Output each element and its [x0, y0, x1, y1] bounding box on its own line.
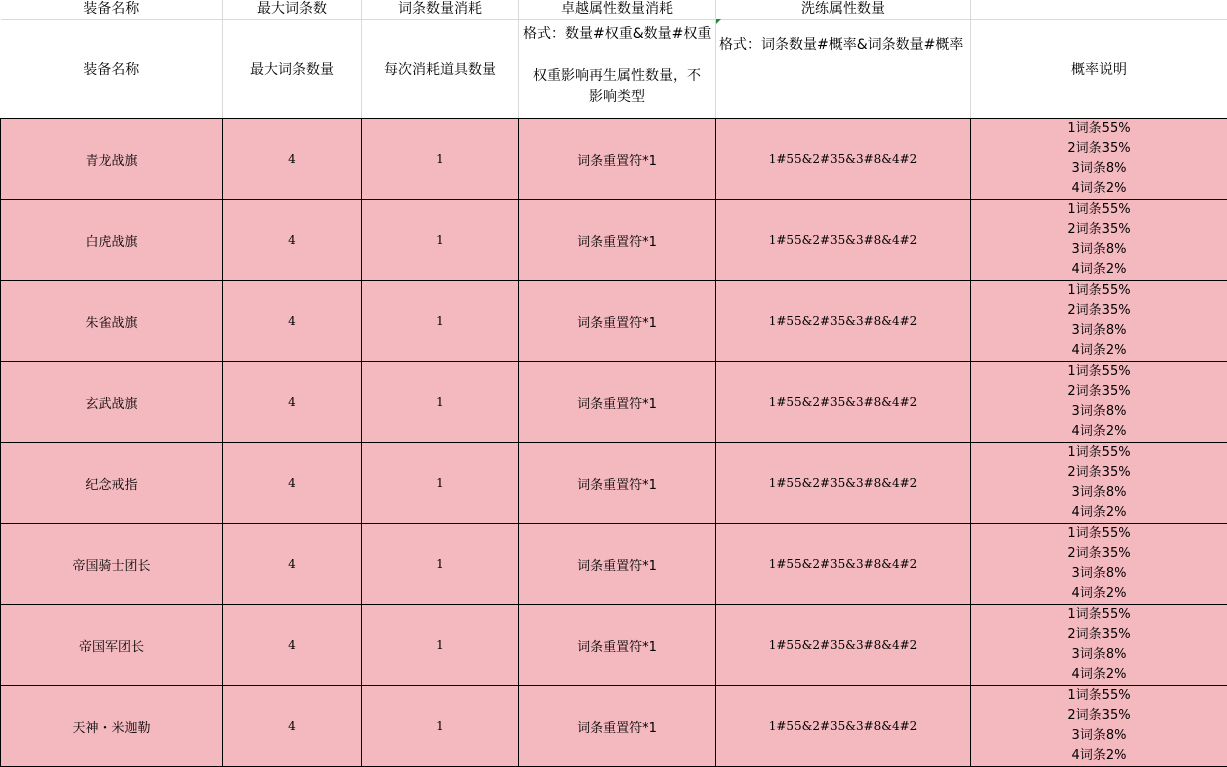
probability-line: 3词条8%: [971, 240, 1227, 260]
probability-line: 4词条2%: [971, 584, 1227, 604]
probability-line: 1词条55%: [971, 119, 1227, 139]
cell-wash-format[interactable]: 1#55&2#35&3#8&4#2: [716, 281, 971, 362]
cell-max-entries[interactable]: 4: [223, 362, 362, 443]
header-cell-name[interactable]: 装备名称: [1, 0, 223, 20]
cell-max-entries[interactable]: 4: [223, 200, 362, 281]
desc-cell-cost[interactable]: 每次消耗道具数量: [362, 20, 519, 119]
cell-consume-item[interactable]: 词条重置符*1: [519, 443, 716, 524]
probability-line: 2词条35%: [971, 463, 1227, 483]
probability-line: 1词条55%: [971, 686, 1227, 706]
probability-line: 4词条2%: [971, 179, 1227, 199]
desc-cell-max[interactable]: 最大词条数量: [223, 20, 362, 119]
cell-equipment-name[interactable]: 帝国骑士团长: [1, 524, 223, 605]
cell-wash-format[interactable]: 1#55&2#35&3#8&4#2: [716, 605, 971, 686]
table-row: [1, 200, 1227, 281]
probability-line: 1词条55%: [971, 524, 1227, 544]
header-cell-max[interactable]: 最大词条数: [223, 0, 362, 20]
probability-line: 1词条55%: [971, 605, 1227, 625]
cell-consume-item[interactable]: 词条重置符*1: [519, 686, 716, 767]
probability-line: 1词条55%: [971, 281, 1227, 301]
desc-excel-format: 格式：数量#权重&数量#权重: [519, 24, 715, 45]
probability-line: 1词条55%: [971, 362, 1227, 382]
cell-equipment-name[interactable]: 帝国军团长: [1, 605, 223, 686]
probability-line: 2词条35%: [971, 301, 1227, 321]
cell-wash-format[interactable]: 1#55&2#35&3#8&4#2: [716, 686, 971, 767]
desc-cell-wash[interactable]: [716, 20, 971, 119]
header-cell-excel[interactable]: 卓越属性数量消耗: [519, 0, 716, 20]
cell-cost[interactable]: 1: [362, 605, 519, 686]
table-row: [1, 605, 1227, 686]
probability-line: 1词条55%: [971, 443, 1227, 463]
probability-line: 3词条8%: [971, 321, 1227, 341]
cell-probability[interactable]: [971, 200, 1227, 281]
cell-max-entries[interactable]: 4: [223, 524, 362, 605]
desc-cell-name[interactable]: 装备名称: [1, 20, 223, 119]
cell-wash-format[interactable]: 1#55&2#35&3#8&4#2: [716, 443, 971, 524]
probability-line: 2词条35%: [971, 139, 1227, 159]
probability-line: 2词条35%: [971, 544, 1227, 564]
cell-wash-format[interactable]: 1#55&2#35&3#8&4#2: [716, 362, 971, 443]
probability-line: 2词条35%: [971, 706, 1227, 726]
cell-cost[interactable]: 1: [362, 119, 519, 200]
probability-line: 4词条2%: [971, 422, 1227, 442]
probability-line: 3词条8%: [971, 402, 1227, 422]
probability-line: 4词条2%: [971, 665, 1227, 685]
cell-probability[interactable]: [971, 686, 1227, 767]
cell-probability[interactable]: [971, 443, 1227, 524]
probability-line: 1词条55%: [971, 200, 1227, 220]
probability-line: 2词条35%: [971, 382, 1227, 402]
probability-line: 2词条35%: [971, 220, 1227, 240]
cell-probability[interactable]: [971, 524, 1227, 605]
cell-consume-item[interactable]: 词条重置符*1: [519, 362, 716, 443]
cell-max-entries[interactable]: 4: [223, 686, 362, 767]
desc-excel-spacer: [519, 45, 715, 66]
cell-consume-item[interactable]: 词条重置符*1: [519, 281, 716, 362]
table-row: [1, 281, 1227, 362]
probability-line: 4词条2%: [971, 503, 1227, 523]
cell-max-entries[interactable]: 4: [223, 119, 362, 200]
cell-equipment-name[interactable]: 玄武战旗: [1, 362, 223, 443]
cell-consume-item[interactable]: 词条重置符*1: [519, 119, 716, 200]
cell-probability[interactable]: [971, 605, 1227, 686]
comment-indicator-icon: [716, 19, 721, 24]
desc-excel-note: 权重影响再生属性数量，不影响类型: [519, 66, 715, 108]
desc-wash-format: 格式：词条数量#概率&词条数量#概率: [719, 37, 963, 53]
probability-line: 4词条2%: [971, 341, 1227, 361]
cell-consume-item[interactable]: 词条重置符*1: [519, 605, 716, 686]
cell-cost[interactable]: 1: [362, 281, 519, 362]
cell-equipment-name[interactable]: 青龙战旗: [1, 119, 223, 200]
probability-line: 4词条2%: [971, 746, 1227, 766]
probability-line: 3词条8%: [971, 159, 1227, 179]
cell-consume-item[interactable]: 词条重置符*1: [519, 524, 716, 605]
cell-probability[interactable]: [971, 362, 1227, 443]
header-row-titles: [1, 0, 1227, 20]
cell-cost[interactable]: 1: [362, 200, 519, 281]
cell-max-entries[interactable]: 4: [223, 605, 362, 686]
cell-equipment-name[interactable]: 朱雀战旗: [1, 281, 223, 362]
cell-equipment-name[interactable]: 白虎战旗: [1, 200, 223, 281]
desc-cell-excel[interactable]: [519, 20, 716, 119]
cell-cost[interactable]: 1: [362, 443, 519, 524]
probability-line: 2词条35%: [971, 625, 1227, 645]
probability-line: 3词条8%: [971, 726, 1227, 746]
cell-probability[interactable]: [971, 119, 1227, 200]
table-row: [1, 686, 1227, 767]
cell-probability[interactable]: [971, 281, 1227, 362]
probability-line: 3词条8%: [971, 483, 1227, 503]
table-row: [1, 524, 1227, 605]
cell-equipment-name[interactable]: 纪念戒指: [1, 443, 223, 524]
desc-cell-prob[interactable]: 概率说明: [971, 20, 1227, 119]
table-row: [1, 119, 1227, 200]
header-cell-wash[interactable]: 洗练属性数量: [716, 0, 971, 20]
cell-consume-item[interactable]: 词条重置符*1: [519, 200, 716, 281]
cell-wash-format[interactable]: 1#55&2#35&3#8&4#2: [716, 119, 971, 200]
probability-line: 4词条2%: [971, 260, 1227, 280]
header-cell-cost[interactable]: 词条数量消耗: [362, 0, 519, 20]
probability-line: 3词条8%: [971, 645, 1227, 665]
cell-cost[interactable]: 1: [362, 686, 519, 767]
cell-max-entries[interactable]: 4: [223, 443, 362, 524]
probability-line: 3词条8%: [971, 564, 1227, 584]
header-cell-empty[interactable]: [971, 0, 1227, 20]
table-row: [1, 362, 1227, 443]
cell-cost[interactable]: 1: [362, 362, 519, 443]
table-row: [1, 443, 1227, 524]
cell-max-entries[interactable]: 4: [223, 281, 362, 362]
cell-cost[interactable]: 1: [362, 524, 519, 605]
cell-equipment-name[interactable]: 天神・米迦勒: [1, 686, 223, 767]
header-row-descriptions: [1, 20, 1227, 119]
cell-wash-format[interactable]: 1#55&2#35&3#8&4#2: [716, 524, 971, 605]
cell-wash-format[interactable]: 1#55&2#35&3#8&4#2: [716, 200, 971, 281]
